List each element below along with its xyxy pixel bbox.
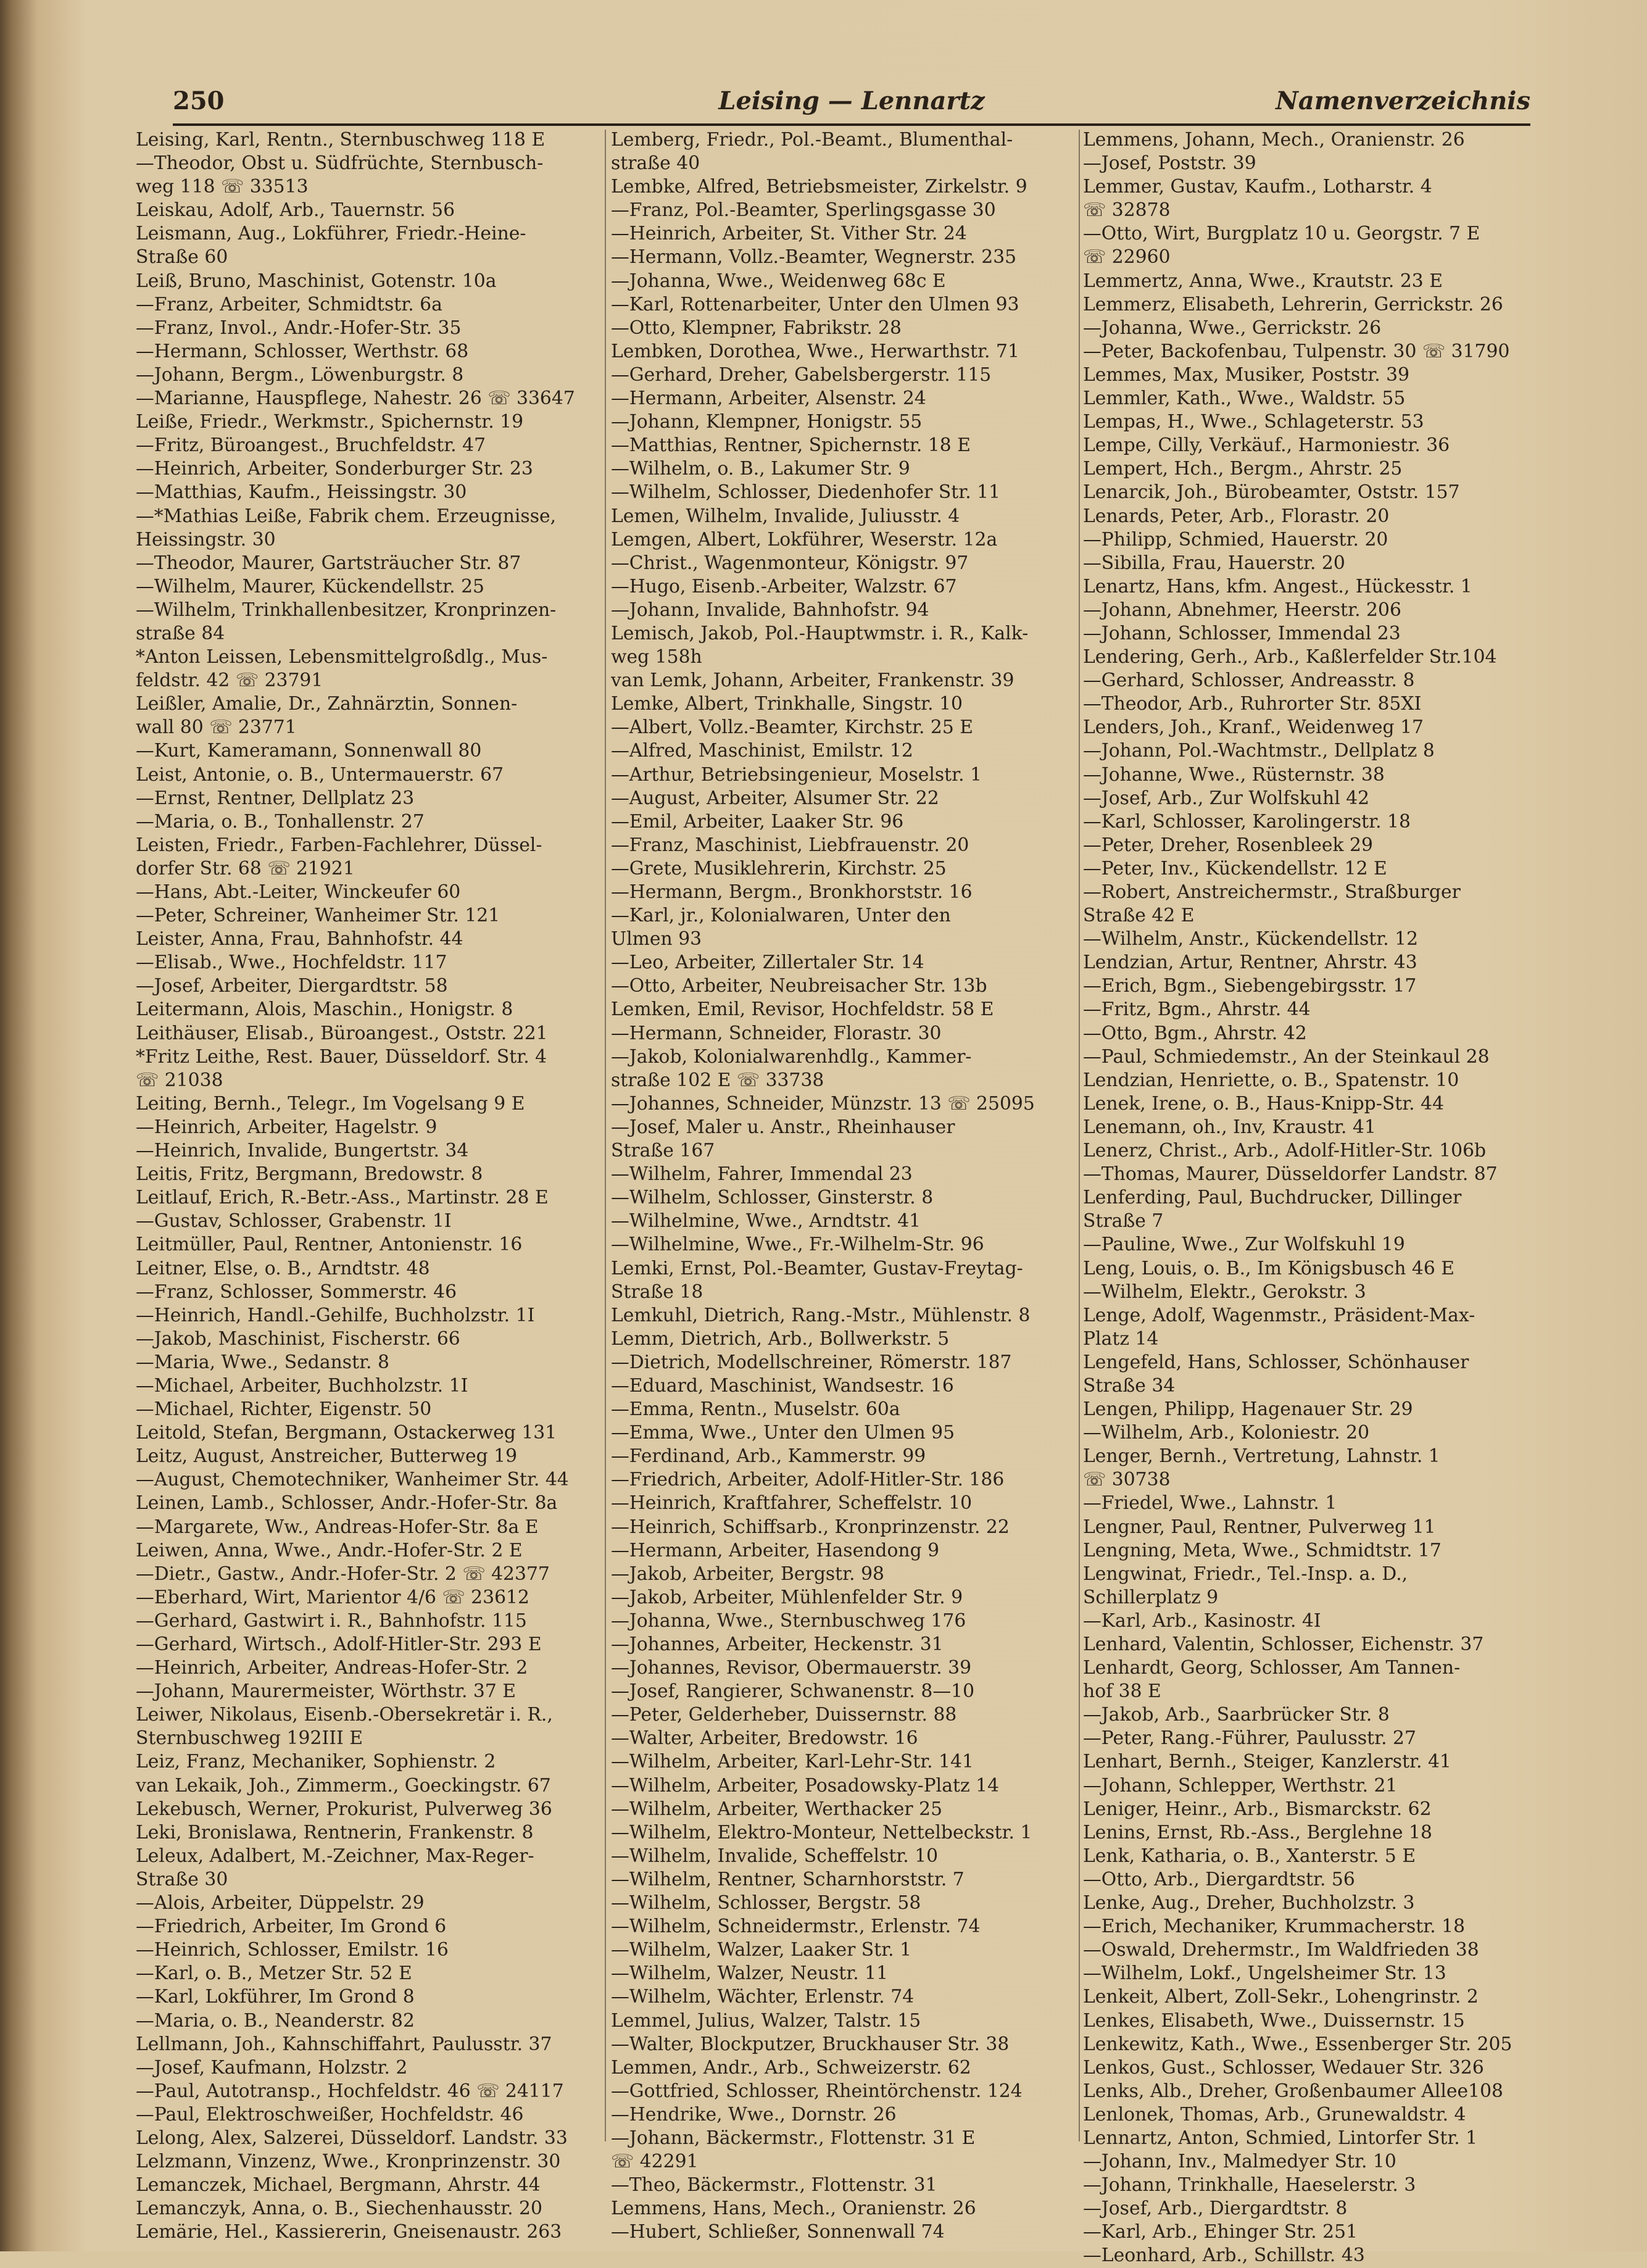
entry-line: —Josef, Poststr. 39 bbox=[1083, 152, 1256, 175]
entry-line: Lembke, Alfred, Betriebsmeister, Zirkelstr. 9 bbox=[611, 176, 1027, 198]
entry-line: ☏ 21038 bbox=[136, 1069, 223, 1091]
entry-line: Lemen, Wilhelm, Invalide, Juliusstr. 4 bbox=[611, 505, 960, 527]
entry-line: —Johanna, Wwe., Sternbuschweg 176 bbox=[611, 1610, 966, 1632]
entry-line: —Gerhard, Schlosser, Andreasstr. 8 bbox=[1083, 670, 1415, 692]
entry-line: —Paul, Elektroschweißer, Hochfeldstr. 46 bbox=[136, 2103, 524, 2125]
entry-line: —Johann, Bäckermstr., Flottenstr. 31 E bbox=[611, 2127, 976, 2149]
entry-line: van Lekaik, Joh., Zimmerm., Goeckingstr. 67 bbox=[136, 1774, 551, 1797]
entry-line: —Wilhelm, Arb., Koloniestr. 20 bbox=[1083, 1422, 1370, 1444]
entry-line: —Wilhelm, Elektr., Gerokstr. 3 bbox=[1083, 1281, 1366, 1303]
entry-line: Lengen, Philipp, Hagenauer Str. 29 bbox=[1083, 1398, 1413, 1421]
entry-line: —Matthias, Rentner, Spichernstr. 18 E bbox=[611, 434, 971, 457]
entry-line: Lemmes, Max, Musiker, Poststr. 39 bbox=[1083, 363, 1410, 386]
entry-line: —Hermann, Schneider, Florastr. 30 bbox=[611, 1022, 942, 1044]
entry-line: straße 102 E ☏ 33738 bbox=[611, 1069, 824, 1091]
entry-line: —Alois, Arbeiter, Düppelstr. 29 bbox=[136, 1892, 425, 1914]
entry-line: Lengner, Paul, Rentner, Pulverweg 11 bbox=[1083, 1516, 1436, 1538]
entry-line: Straße 7 bbox=[1083, 1210, 1164, 1232]
entry-line: ☏ 32878 bbox=[1083, 199, 1171, 222]
entry-line: Lenins, Ernst, Rb.-Ass., Berglehne 18 bbox=[1083, 1821, 1432, 1843]
entry-line: straße 40 bbox=[611, 152, 700, 175]
entry-line: —Gerhard, Wirtsch., Adolf-Hitler-Str. 293 E bbox=[136, 1634, 542, 1655]
entry-line: Lenhart, Bernh., Steiger, Kanzlerstr. 41 bbox=[1083, 1751, 1451, 1773]
entry-line: —Wilhelm, Arbeiter, Karl-Lehr-Str. 141 bbox=[611, 1751, 974, 1773]
entry-line: Leißler, Amalie, Dr., Zahnärztin, Sonnen- bbox=[136, 693, 518, 715]
entry-line: Lemmens, Johann, Mech., Oranienstr. 26 bbox=[1083, 129, 1465, 151]
entry-line: Leiting, Bernh., Telegr., Im Vogelsang 9 E bbox=[136, 1092, 525, 1115]
entry-line: —Peter, Dreher, Rosenbleek 29 bbox=[1083, 834, 1373, 856]
entry-line: —Otto, Klempner, Fabrikstr. 28 bbox=[611, 317, 902, 339]
entry-line: —Johann, Pol.-Wachtmstr., Dellplatz 8 bbox=[1083, 740, 1435, 762]
entry-line: —Friedel, Wwe., Lahnstr. 1 bbox=[1083, 1492, 1337, 1514]
entry-line: Lendzian, Artur, Rentner, Ahrstr. 43 bbox=[1083, 952, 1417, 974]
page-number: 250 bbox=[173, 86, 225, 115]
entry-line: —Johann, Maurermeister, Wörthstr. 37 E bbox=[136, 1680, 517, 1703]
entry-line: Leleux, Adalbert, M.-Zeichner, Max-Reger- bbox=[136, 1845, 534, 1867]
entry-line: —Heinrich, Invalide, Bungertstr. 34 bbox=[136, 1140, 469, 1162]
entry-line: —Sibilla, Frau, Hauerstr. 20 bbox=[1083, 552, 1345, 574]
entry-line: Leiwer, Nikolaus, Eisenb.-Obersekretär i. R., bbox=[136, 1704, 553, 1726]
entry-line: Lempas, H., Wwe., Schlageterstr. 53 bbox=[1083, 411, 1424, 433]
entry-line: —Karl, o. B., Metzer Str. 52 E bbox=[136, 1963, 412, 1985]
entry-line: Leitlauf, Erich, R.-Betr.-Ass., Martinstr. 28 E bbox=[136, 1187, 549, 1209]
entry-line: Leinen, Lamb., Schlosser, Andr.-Hofer-Str. 8a bbox=[136, 1492, 558, 1514]
entry-line: —Jakob, Arbeiter, Mühlenfelder Str. 9 bbox=[611, 1586, 963, 1608]
entry-line: Straße 42 E bbox=[1083, 905, 1195, 927]
entry-line: —Wilhelm, Maurer, Kückendellstr. 25 bbox=[136, 575, 484, 597]
entry-line: —Gerhard, Gastwirt i. R., Bahnhofstr. 115 bbox=[136, 1610, 527, 1632]
entry-line: ☏ 42291 bbox=[611, 2151, 699, 2173]
entry-line: —Wilhelmine, Wwe., Fr.-Wilhelm-Str. 96 bbox=[611, 1234, 984, 1256]
entry-line: —Johann, Klempner, Honigstr. 55 bbox=[611, 411, 923, 433]
entry-line: Leising, Karl, Rentn., Sternbuschweg 118 E bbox=[136, 129, 546, 151]
entry-line: —Johannes, Arbeiter, Heckenstr. 31 bbox=[611, 1634, 944, 1655]
entry-line: —Grete, Musiklehrerin, Kirchstr. 25 bbox=[611, 857, 947, 879]
entry-line: —Franz, Pol.-Beamter, Sperlingsgasse 30 bbox=[611, 199, 996, 222]
entry-line: —Jakob, Maschinist, Fischerstr. 66 bbox=[136, 1327, 460, 1350]
entry-line: —Wilhelm, Schlosser, Diedenhofer Str. 11 bbox=[611, 481, 1001, 504]
entry-line: —Johannes, Schneider, Münzstr. 13 ☏ 25095 bbox=[611, 1092, 1035, 1115]
entry-line: Lenartz, Hans, kfm. Angest., Hückesstr. 1 bbox=[1083, 575, 1472, 597]
entry-line: —Karl, Arb., Ehinger Str. 251 bbox=[1083, 2221, 1358, 2243]
entry-line: Leng, Louis, o. B., Im Königsbusch 46 E bbox=[1083, 1257, 1455, 1279]
entry-line: —Heinrich, Arbeiter, Andreas-Hofer-Str. 2 bbox=[136, 1657, 528, 1679]
page-header bbox=[173, 86, 1530, 126]
entry-line: Lemmens, Hans, Mech., Oranienstr. 26 bbox=[611, 2198, 976, 2220]
entry-line: Lenkeit, Albert, Zoll-Sekr., Lohengrinstr. 2 bbox=[1083, 1986, 1479, 2008]
entry-line: —Ferdinand, Arb., Kammerstr. 99 bbox=[611, 1445, 926, 1468]
entry-line: —Friedrich, Arbeiter, Adolf-Hitler-Str. 186 bbox=[611, 1469, 1005, 1491]
entry-line: —Wilhelm, o. B., Lakumer Str. 9 bbox=[611, 458, 910, 480]
entry-line: —Otto, Wirt, Burgplatz 10 u. Georgstr. 7 E bbox=[1083, 223, 1480, 245]
entry-line: —Karl, Rottenarbeiter, Unter den Ulmen 93 bbox=[611, 293, 1019, 315]
entry-line: —Leo, Arbeiter, Zillertaler Str. 14 bbox=[611, 952, 924, 974]
entry-line: —Josef, Arbeiter, Diergardtstr. 58 bbox=[136, 975, 448, 997]
entry-line: Lenk, Katharia, o. B., Xanterstr. 5 E bbox=[1083, 1845, 1416, 1867]
entry-line: Lenkos, Gust., Schlosser, Wedauer Str. 326 bbox=[1083, 2056, 1484, 2079]
entry-line: Straße 60 bbox=[136, 246, 228, 268]
entry-line: weg 118 ☏ 33513 bbox=[136, 176, 309, 198]
entry-line: Leiß, Bruno, Maschinist, Gotenstr. 10a bbox=[136, 270, 497, 292]
entry-line: Leiz, Franz, Mechaniker, Sophienstr. 2 bbox=[136, 1751, 496, 1773]
entry-line: —Wilhelm, Schneidermstr., Erlenstr. 74 bbox=[611, 1916, 981, 1938]
entry-line: Lemmer, Gustav, Kaufm., Lotharstr. 4 bbox=[1083, 176, 1432, 198]
entry-line: Leitner, Else, o. B., Arndtstr. 48 bbox=[136, 1257, 430, 1279]
entry-line: —Jakob, Arb., Saarbrücker Str. 8 bbox=[1083, 1704, 1390, 1726]
entry-line: Leist, Antonie, o. B., Untermauerstr. 67 bbox=[136, 763, 504, 786]
entry-line: —Johann, Inv., Malmedyer Str. 10 bbox=[1083, 2151, 1396, 2173]
entry-line: —Johannes, Revisor, Obermauerstr. 39 bbox=[611, 1657, 972, 1679]
entry-line: —Hermann, Vollz.-Beamter, Wegnerstr. 235 bbox=[611, 246, 1017, 268]
entry-line: —Matthias, Kaufm., Heissingstr. 30 bbox=[136, 481, 467, 504]
entry-line: Heissingstr. 30 bbox=[136, 528, 276, 550]
entry-line: —Josef, Arb., Diergardtstr. 8 bbox=[1083, 2198, 1348, 2220]
entry-line: Lemanczek, Michael, Bergmann, Ahrstr. 44 bbox=[136, 2174, 541, 2196]
entry-line: Leismann, Aug., Lokführer, Friedr.-Heine- bbox=[136, 223, 526, 245]
entry-line: —Hermann, Arbeiter, Alsenstr. 24 bbox=[611, 388, 926, 410]
entry-line: Lemmler, Kath., Wwe., Waldstr. 55 bbox=[1083, 388, 1406, 410]
entry-line: Leitermann, Alois, Maschin., Honigstr. 8 bbox=[136, 999, 513, 1021]
entry-line: Lemmertz, Anna, Wwe., Krautstr. 23 E bbox=[1083, 270, 1443, 292]
entry-line: —Elisab., Wwe., Hochfeldstr. 117 bbox=[136, 952, 447, 974]
entry-line: —Robert, Anstreichermstr., Straßburger bbox=[1083, 881, 1461, 903]
entry-line: Lelzmann, Vinzenz, Wwe., Kronprinzenstr. 30 bbox=[136, 2151, 561, 2173]
entry-line: Lenders, Joh., Kranf., Weidenweg 17 bbox=[1083, 717, 1424, 739]
entry-line: —Josef, Arb., Zur Wolfskuhl 42 bbox=[1083, 787, 1370, 809]
entry-line: Lemkuhl, Dietrich, Rang.-Mstr., Mühlenstr. 8 bbox=[611, 1304, 1031, 1326]
entry-line: Leiskau, Adolf, Arb., Tauernstr. 56 bbox=[136, 199, 455, 222]
entry-line: Lengning, Meta, Wwe., Schmidtstr. 17 bbox=[1083, 1539, 1442, 1561]
entry-line: Lenks, Alb., Dreher, Großenbaumer Allee108 bbox=[1083, 2080, 1504, 2102]
entry-line: Lengwinat, Friedr., Tel.-Insp. a. D., bbox=[1083, 1563, 1408, 1585]
entry-line: —Wilhelm, Wächter, Erlenstr. 74 bbox=[611, 1986, 915, 2008]
entry-line: —Peter, Gelderheber, Duissernstr. 88 bbox=[611, 1704, 957, 1726]
column-divider bbox=[605, 130, 606, 2141]
column-3 bbox=[1083, 128, 1546, 2267]
entry-line: Straße 30 bbox=[136, 1868, 228, 1890]
entry-line: —Johanna, Wwe., Weidenweg 68c E bbox=[611, 270, 946, 292]
entry-line: Lemke, Albert, Trinkhalle, Singstr. 10 bbox=[611, 693, 963, 715]
entry-line: —Josef, Rangierer, Schwanenstr. 8—10 bbox=[611, 1680, 975, 1703]
entry-line: Lenards, Peter, Arb., Florastr. 20 bbox=[1083, 505, 1390, 527]
entry-line: —Thomas, Maurer, Düsseldorfer Landstr. 87 bbox=[1083, 1163, 1498, 1186]
entry-line: —Wilhelm, Invalide, Scheffelstr. 10 bbox=[611, 1845, 939, 1867]
entry-line: —Erich, Bgm., Siebengebirgsstr. 17 bbox=[1083, 975, 1417, 997]
entry-line: Lennartz, Anton, Schmied, Lintorfer Str. 1 bbox=[1083, 2127, 1478, 2149]
entry-line: —Otto, Arb., Diergardtstr. 56 bbox=[1083, 1868, 1355, 1890]
entry-line: Lenarcik, Joh., Bürobeamter, Oststr. 157 bbox=[1083, 481, 1460, 504]
entry-line: Lenge, Adolf, Wagenmstr., Präsident-Max- bbox=[1083, 1304, 1475, 1326]
entry-line: Lemanczyk, Anna, o. B., Siechenhausstr. 20 bbox=[136, 2198, 542, 2220]
entry-line: —Hermann, Schlosser, Werthstr. 68 bbox=[136, 340, 469, 362]
entry-line: Lengefeld, Hans, Schlosser, Schönhauser bbox=[1083, 1351, 1469, 1373]
entry-line: —Josef, Maler u. Anstr., Rheinhauser bbox=[611, 1116, 955, 1138]
entry-line: —Marianne, Hauspflege, Nahestr. 26 ☏ 33647 bbox=[136, 388, 575, 410]
entry-line: Sternbuschweg 192III E bbox=[136, 1727, 363, 1750]
entry-line: *Anton Leissen, Lebensmittelgroßdlg., Mus- bbox=[136, 646, 548, 668]
entry-line: Ulmen 93 bbox=[611, 928, 702, 950]
entry-line: Lempe, Cilly, Verkäuf., Harmoniestr. 36 bbox=[1083, 434, 1450, 457]
entry-line: Leitold, Stefan, Bergmann, Ostackerweg 131 bbox=[136, 1422, 557, 1444]
entry-line: —Peter, Schreiner, Wanheimer Str. 121 bbox=[136, 905, 500, 927]
entry-line: —Fritz, Büroangest., Bruchfeldstr. 47 bbox=[136, 434, 486, 457]
entry-line: —Hugo, Eisenb.-Arbeiter, Walzstr. 67 bbox=[611, 575, 957, 597]
entry-line: —Johann, Invalide, Bahnhofstr. 94 bbox=[611, 599, 929, 621]
entry-line: —Heinrich, Arbeiter, Sonderburger Str. 23 bbox=[136, 458, 533, 480]
entry-line: —Hermann, Arbeiter, Hasendong 9 bbox=[611, 1539, 940, 1561]
entry-line: weg 158h bbox=[611, 646, 702, 668]
entry-line: —Wilhelm, Anstr., Kückendellstr. 12 bbox=[1083, 928, 1419, 950]
entry-line: —Paul, Schmiedemstr., An der Steinkaul 28 bbox=[1083, 1045, 1490, 1068]
entry-line: —Josef, Kaufmann, Holzstr. 2 bbox=[136, 2056, 408, 2079]
entry-line: —Otto, Arbeiter, Neubreisacher Str. 13b bbox=[611, 975, 987, 997]
entry-line: —Karl, jr., Kolonialwaren, Unter den bbox=[611, 905, 951, 927]
entry-line: —Peter, Inv., Kückendellstr. 12 E bbox=[1083, 857, 1387, 879]
entry-line: —Friedrich, Arbeiter, Im Grond 6 bbox=[136, 1916, 447, 1938]
entry-line: —Hermann, Bergm., Bronkhorststr. 16 bbox=[611, 881, 973, 903]
entry-line: —August, Chemotechniker, Wanheimer Str. 44 bbox=[136, 1469, 569, 1491]
entry-line: —Michael, Richter, Eigenstr. 50 bbox=[136, 1398, 432, 1421]
entry-line: Lenhard, Valentin, Schlosser, Eichenstr. 37 bbox=[1083, 1634, 1484, 1655]
entry-line: Lemmel, Julius, Walzer, Talstr. 15 bbox=[611, 2009, 921, 2032]
entry-line: Lenek, Irene, o. B., Haus-Knipp-Str. 44 bbox=[1083, 1092, 1445, 1115]
entry-line: —Arthur, Betriebsingenieur, Moselstr. 1 bbox=[611, 763, 982, 786]
entry-line: —Maria, o. B., Tonhallenstr. 27 bbox=[136, 810, 425, 833]
entry-line: Straße 18 bbox=[611, 1281, 703, 1303]
entry-line: —August, Arbeiter, Alsumer Str. 22 bbox=[611, 787, 939, 809]
entry-line: —Ernst, Rentner, Dellplatz 23 bbox=[136, 787, 415, 809]
entry-line: Lenger, Bernh., Vertretung, Lahnstr. 1 bbox=[1083, 1445, 1440, 1468]
entry-line: —Christ., Wagenmonteur, Königstr. 97 bbox=[611, 552, 969, 574]
column-divider bbox=[1079, 130, 1080, 2141]
entry-line: Lemgen, Albert, Lokführer, Weserstr. 12a bbox=[611, 528, 998, 550]
entry-line: Leitmüller, Paul, Rentner, Antonienstr. 16 bbox=[136, 1234, 523, 1256]
entry-line: —Johann, Schlosser, Immendal 23 bbox=[1083, 622, 1401, 644]
entry-line: —Hendrike, Wwe., Dornstr. 26 bbox=[611, 2103, 897, 2125]
entry-line: Lemken, Emil, Revisor, Hochfeldstr. 58 E bbox=[611, 999, 994, 1021]
entry-line: —Wilhelm, Fahrer, Immendal 23 bbox=[611, 1163, 913, 1186]
entry-line: van Lemk, Johann, Arbeiter, Frankenstr. 39 bbox=[611, 670, 1014, 692]
entry-line: —Wilhelm, Lokf., Ungelsheimer Str. 13 bbox=[1083, 1963, 1446, 1985]
entry-line: —Theodor, Maurer, Gartsträucher Str. 87 bbox=[136, 552, 521, 574]
entry-line: —Albert, Vollz.-Beamter, Kirchstr. 25 E bbox=[611, 717, 974, 739]
entry-line: —Wilhelm, Arbeiter, Werthacker 25 bbox=[611, 1798, 943, 1820]
entry-line: Schillerplatz 9 bbox=[1083, 1586, 1219, 1608]
entry-line: Lekebusch, Werner, Prokurist, Pulverweg 36 bbox=[136, 1798, 552, 1820]
entry-line: —Heinrich, Arbeiter, Hagelstr. 9 bbox=[136, 1116, 438, 1138]
entry-line: —Hubert, Schließer, Sonnenwall 74 bbox=[611, 2221, 945, 2243]
entry-line: —Erich, Mechaniker, Krummacherstr. 18 bbox=[1083, 1916, 1466, 1938]
entry-line: Lemmerz, Elisabeth, Lehrerin, Gerrickstr. 26 bbox=[1083, 293, 1503, 315]
entry-line: —Theodor, Obst u. Südfrüchte, Sternbusch- bbox=[136, 152, 544, 175]
entry-line: Straße 167 bbox=[611, 1140, 715, 1162]
entry-line: —Alfred, Maschinist, Emilstr. 12 bbox=[611, 740, 913, 762]
entry-line: Leki, Bronislawa, Rentnerin, Frankenstr. 8 bbox=[136, 1821, 534, 1843]
entry-line: —Heinrich, Schiffsarb., Kronprinzenstr. 22 bbox=[611, 1516, 1010, 1538]
entry-line: Platz 14 bbox=[1083, 1327, 1159, 1350]
entry-line: Lemki, Ernst, Pol.-Beamter, Gustav-Freytag- bbox=[611, 1257, 1023, 1279]
entry-line: —Wilhelm, Walzer, Neustr. 11 bbox=[611, 1963, 889, 1985]
entry-line: Leiwen, Anna, Wwe., Andr.-Hofer-Str. 2 E bbox=[136, 1539, 523, 1561]
entry-line: —Maria, Wwe., Sedanstr. 8 bbox=[136, 1351, 389, 1373]
entry-line: Lenferding, Paul, Buchdrucker, Dillinger bbox=[1083, 1187, 1462, 1209]
entry-line: —Eduard, Maschinist, Wandsestr. 16 bbox=[611, 1374, 954, 1397]
entry-line: Leithäuser, Elisab., Büroangest., Oststr. 221 bbox=[136, 1022, 548, 1044]
entry-line: —Heinrich, Kraftfahrer, Scheffelstr. 10 bbox=[611, 1492, 973, 1514]
entry-line: Lendzian, Henriette, o. B., Spatenstr. 10 bbox=[1083, 1069, 1459, 1091]
entry-line: —Franz, Invol., Andr.-Hofer-Str. 35 bbox=[136, 317, 462, 339]
entry-line: ☏ 30738 bbox=[1083, 1469, 1171, 1491]
entry-line: Leniger, Heinr., Arb., Bismarckstr. 62 bbox=[1083, 1798, 1432, 1820]
entry-line: —Philipp, Schmied, Hauerstr. 20 bbox=[1083, 528, 1388, 550]
entry-line: Lemärie, Hel., Kassiererin, Gneisenaustr. 263 bbox=[136, 2221, 562, 2243]
entry-line: Lembken, Dorothea, Wwe., Herwarthstr. 71 bbox=[611, 340, 1019, 362]
entry-line: hof 38 E bbox=[1083, 1680, 1161, 1703]
entry-line: —Wilhelm, Schlosser, Ginsterstr. 8 bbox=[611, 1187, 934, 1209]
entry-line: —Margarete, Ww., Andreas-Hofer-Str. 8a E bbox=[136, 1516, 539, 1538]
entry-line: Lempert, Hch., Bergm., Ahrstr. 25 bbox=[1083, 458, 1403, 480]
entry-line: —Wilhelmine, Wwe., Arndtstr. 41 bbox=[611, 1210, 921, 1232]
entry-line: —Franz, Maschinist, Liebfrauenstr. 20 bbox=[611, 834, 969, 856]
entry-line: Straße 34 bbox=[1083, 1374, 1176, 1397]
entry-line: —Leonhard, Arb., Schillstr. 43 bbox=[1083, 2245, 1365, 2267]
entry-line: Lemm, Dietrich, Arb., Bollwerkstr. 5 bbox=[611, 1327, 950, 1350]
section-title: Namenverzeichnis bbox=[1276, 86, 1530, 115]
entry-line: Leisten, Friedr., Farben-Fachlehrer, Düssel- bbox=[136, 834, 542, 856]
entry-line: —Maria, o. B., Neanderstr. 82 bbox=[136, 2009, 415, 2032]
entry-line: —Jakob, Kolonialwarenhdlg., Kammer- bbox=[611, 1045, 972, 1068]
entry-line: —Fritz, Bgm., Ahrstr. 44 bbox=[1083, 999, 1311, 1021]
entry-line: —Wilhelm, Arbeiter, Posadowsky-Platz 14 bbox=[611, 1774, 1000, 1797]
entry-line: —Wilhelm, Schlosser, Bergstr. 58 bbox=[611, 1892, 921, 1914]
entry-line: Leitis, Fritz, Bergmann, Bredowstr. 8 bbox=[136, 1163, 483, 1186]
entry-line: —Kurt, Kameramann, Sonnenwall 80 bbox=[136, 740, 482, 762]
entry-line: —Oswald, Drehermstr., Im Waldfrieden 38 bbox=[1083, 1939, 1479, 1961]
entry-line: —Johanna, Wwe., Gerrickstr. 26 bbox=[1083, 317, 1382, 339]
entry-line: —Johann, Abnehmer, Heerstr. 206 bbox=[1083, 599, 1401, 621]
entry-line: —Pauline, Wwe., Zur Wolfskuhl 19 bbox=[1083, 1234, 1405, 1256]
entry-line: —Johann, Trinkhalle, Haeselerstr. 3 bbox=[1083, 2174, 1416, 2196]
entry-line: —Emma, Rentn., Muselstr. 60a bbox=[611, 1398, 900, 1421]
entry-line: dorfer Str. 68 ☏ 21921 bbox=[136, 857, 355, 879]
entry-line: Leiße, Friedr., Werkmstr., Spichernstr. 19 bbox=[136, 411, 524, 433]
entry-line: —Theodor, Arb., Ruhrorter Str. 85XI bbox=[1083, 693, 1422, 715]
entry-line: Lendering, Gerh., Arb., Kaßlerfelder Str.104 bbox=[1083, 646, 1497, 668]
entry-line: —Heinrich, Arbeiter, St. Vither Str. 24 bbox=[611, 223, 967, 245]
entry-line: feldstr. 42 ☏ 23791 bbox=[136, 670, 323, 692]
entry-line: Leitz, August, Anstreicher, Butterweg 19 bbox=[136, 1445, 518, 1468]
entry-line: Lellmann, Joh., Kahnschiffahrt, Paulusstr. 37 bbox=[136, 2033, 552, 2055]
entry-line: Lenkewitz, Kath., Wwe., Essenberger Str. 205 bbox=[1083, 2033, 1512, 2055]
running-title: Leising — Lennartz bbox=[718, 86, 985, 115]
column-1 bbox=[136, 128, 599, 2243]
entry-line: ☏ 22960 bbox=[1083, 246, 1171, 268]
entry-line: Lenerz, Christ., Arb., Adolf-Hitler-Str. 106b bbox=[1083, 1140, 1487, 1162]
entry-line: —Eberhard, Wirt, Marientor 4/6 ☏ 23612 bbox=[136, 1586, 529, 1608]
entry-line: Lenlonek, Thomas, Arb., Grunewaldstr. 4 bbox=[1083, 2103, 1466, 2125]
entry-line: —Peter, Rang.-Führer, Paulusstr. 27 bbox=[1083, 1727, 1416, 1750]
entry-line: —*Mathias Leiße, Fabrik chem. Erzeugnisse, bbox=[136, 505, 557, 527]
entry-line: —Franz, Schlosser, Sommerstr. 46 bbox=[136, 1281, 457, 1303]
entry-line: —Emma, Wwe., Unter den Ulmen 95 bbox=[611, 1422, 955, 1444]
entry-line: Lelong, Alex, Salzerei, Düsseldorf. Landstr. 33 bbox=[136, 2127, 568, 2149]
entry-line: —Michael, Arbeiter, Buchholzstr. 1I bbox=[136, 1374, 468, 1397]
entry-line: —Heinrich, Handl.-Gehilfe, Buchholzstr. 1I bbox=[136, 1304, 535, 1326]
entry-line: —Johanne, Wwe., Rüsternstr. 38 bbox=[1083, 763, 1385, 786]
entry-line: —Gustav, Schlosser, Grabenstr. 1I bbox=[136, 1210, 452, 1232]
entry-line: —Gerhard, Dreher, Gabelsbergerstr. 115 bbox=[611, 363, 992, 386]
entry-line: —Franz, Arbeiter, Schmidtstr. 6a bbox=[136, 293, 442, 315]
entry-line: —Otto, Bgm., Ahrstr. 42 bbox=[1083, 1022, 1307, 1044]
entry-line: Leister, Anna, Frau, Bahnhofstr. 44 bbox=[136, 928, 463, 950]
entry-line: Lemisch, Jakob, Pol.-Hauptwmstr. i. R., Kalk- bbox=[611, 622, 1029, 644]
entry-line: —Wilhelm, Walzer, Laaker Str. 1 bbox=[611, 1939, 912, 1961]
entry-line: —Johann, Bergm., Löwenburgstr. 8 bbox=[136, 363, 464, 386]
entry-line: —Emil, Arbeiter, Laaker Str. 96 bbox=[611, 810, 904, 833]
entry-line: Lenemann, oh., Inv, Kraustr. 41 bbox=[1083, 1116, 1376, 1138]
entry-line: —Peter, Backofenbau, Tulpenstr. 30 ☏ 31790 bbox=[1083, 340, 1510, 362]
entry-line: —Gottfried, Schlosser, Rheintörchenstr. 124 bbox=[611, 2080, 1023, 2102]
entry-line: —Karl, Schlosser, Karolingerstr. 18 bbox=[1083, 810, 1411, 833]
entry-line: Lenhardt, Georg, Schlosser, Am Tannen- bbox=[1083, 1657, 1461, 1679]
entry-line: —Paul, Autotransp., Hochfeldstr. 46 ☏ 24117 bbox=[136, 2080, 564, 2102]
entry-line: —Dietr., Gastw., Andr.-Hofer-Str. 2 ☏ 42377 bbox=[136, 1563, 550, 1585]
entry-line: straße 84 bbox=[136, 622, 225, 644]
entry-line: —Wilhelm, Rentner, Scharnhorststr. 7 bbox=[611, 1868, 965, 1890]
entry-line: —Walter, Arbeiter, Bredowstr. 16 bbox=[611, 1727, 918, 1750]
entry-line: —Wilhelm, Elektro-Monteur, Nettelbeckstr. 1 bbox=[611, 1821, 1032, 1843]
entry-line: —Johann, Schlepper, Werthstr. 21 bbox=[1083, 1774, 1398, 1797]
entry-line: —Jakob, Arbeiter, Bergstr. 98 bbox=[611, 1563, 884, 1585]
entry-line: —Walter, Blockputzer, Bruckhauser Str. 38 bbox=[611, 2033, 1010, 2055]
entry-line: Lemberg, Friedr., Pol.-Beamt., Blumenthal- bbox=[611, 129, 1013, 151]
entry-line: —Wilhelm, Trinkhallenbesitzer, Kronprinzen- bbox=[136, 599, 557, 621]
entry-line: —Heinrich, Schlosser, Emilstr. 16 bbox=[136, 1939, 449, 1961]
entry-line: Lemmen, Andr., Arb., Schweizerstr. 62 bbox=[611, 2056, 971, 2079]
column-2 bbox=[611, 128, 1074, 2243]
entry-line: *Fritz Leithe, Rest. Bauer, Düsseldorf. Str. 4 bbox=[136, 1045, 547, 1068]
entry-line: —Theo, Bäckermstr., Flottenstr. 31 bbox=[611, 2174, 937, 2196]
entry-line: wall 80 ☏ 23771 bbox=[136, 717, 297, 739]
entry-line: —Karl, Lokführer, Im Grond 8 bbox=[136, 1986, 415, 2008]
entry-line: Lenkes, Elisabeth, Wwe., Duissernstr. 15 bbox=[1083, 2009, 1465, 2032]
entry-line: —Karl, Arb., Kasinostr. 4I bbox=[1083, 1610, 1321, 1632]
entry-line: —Hans, Abt.-Leiter, Winckeufer 60 bbox=[136, 881, 461, 903]
entry-line: Lenke, Aug., Dreher, Buchholzstr. 3 bbox=[1083, 1892, 1415, 1914]
entry-line: —Dietrich, Modellschreiner, Römerstr. 187 bbox=[611, 1351, 1012, 1373]
